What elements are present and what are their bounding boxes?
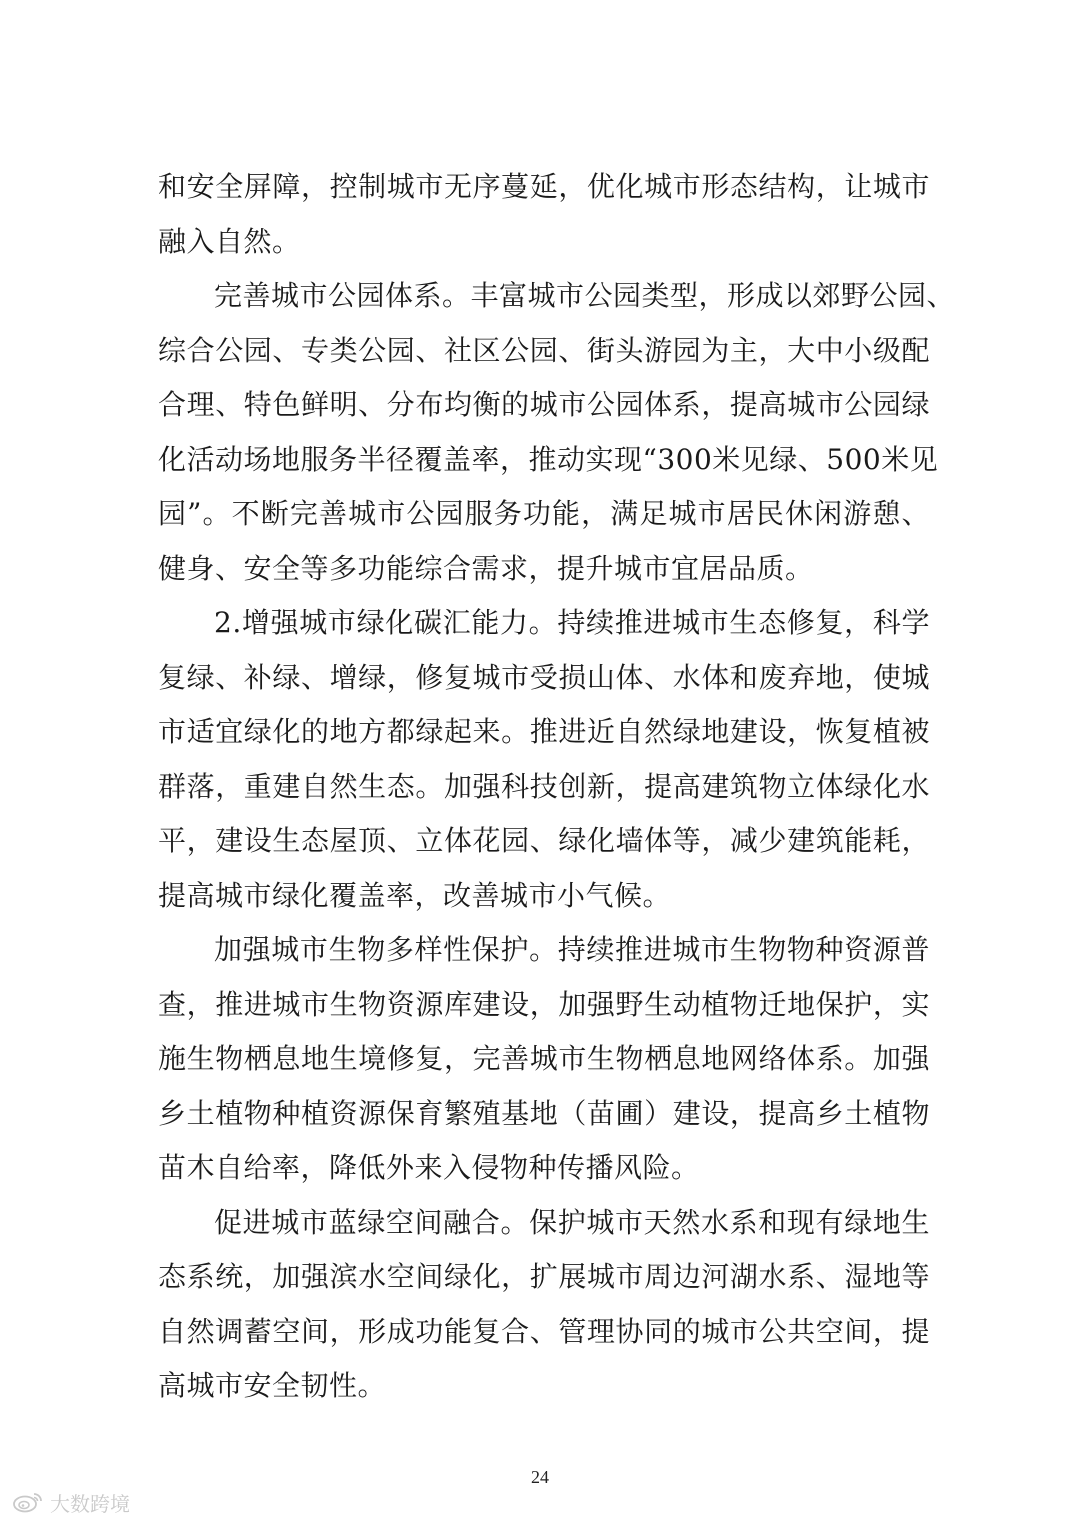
paragraph-line: 合理、特色鲜明、分布均衡的城市公园体系，提高城市公园绿 [158, 388, 930, 421]
paragraph [158, 923, 930, 1196]
page-number: 24 [531, 1467, 549, 1487]
paragraph-line: 自然调蓄空间，形成功能复合、管理协同的城市公共空间，提 [158, 1314, 930, 1348]
paragraph-line: 促进城市蓝绿空间融合。保护城市天然水系和现有绿地生 [214, 1205, 930, 1239]
weibo-logo-icon [12, 1491, 44, 1513]
paragraph-line: 态系统，加强滨水空间绿化，扩展城市周边河湖水系、湿地等 [158, 1260, 930, 1293]
paragraph-line: 化活动场地服务半径覆盖率，推动实现“300米见绿、500米见 [158, 442, 939, 476]
watermark [12, 1488, 130, 1516]
paragraph-line: 群落，重建自然生态。加强科技创新，提高建筑物立体绿化水 [158, 769, 930, 803]
paragraph-line: 施生物栖息地生境修复，完善城市生物栖息地网络体系。加强 [158, 1042, 930, 1075]
paragraph-line: 高城市安全韧性。 [158, 1369, 387, 1402]
paragraph [158, 160, 930, 269]
paragraph-line: 查，推进城市生物资源库建设，加强野生动植物迁地保护，实 [158, 987, 930, 1021]
paragraph-line: 综合公园、专类公园、社区公园、街头游园为主，大中小级配 [158, 333, 930, 367]
paragraph [158, 596, 930, 923]
paragraph-line: 2.增强城市绿化碳汇能力。持续推进城市生态修复，科学 [214, 606, 930, 639]
paragraph-line: 完善城市公园体系。丰富城市公园类型，形成以郊野公园、 [214, 279, 956, 312]
paragraph-line: 平，建设生态屋顶、立体花园、绿化墙体等，减少建筑能耗， [158, 824, 930, 857]
paragraph-line: 苗木自给率，降低外来入侵物种传播风险。 [158, 1151, 700, 1184]
paragraph [158, 269, 956, 596]
paragraph-line: 融入自然。 [158, 224, 301, 258]
paragraph-line: 市适宜绿化的地方都绿起来。推进近自然绿地建设，恢复植被 [158, 715, 930, 748]
paragraph-line: 复绿、补绿、增绿，修复城市受损山体、水体和废弃地，使城 [158, 660, 930, 694]
paragraph-line: 乡土植物种植资源保育繁殖基地（苗圃）建设，提高乡土植物 [158, 1096, 930, 1130]
paragraph-line: 健身、安全等多功能综合需求，提升城市宜居品质。 [158, 551, 814, 585]
paragraph-line: 提高城市绿化覆盖率，改善城市小气候。 [158, 878, 672, 912]
document-body [158, 160, 956, 1414]
watermark-text: 大数跨境 [50, 1491, 130, 1516]
paragraph-line: 和安全屏障，控制城市无序蔓延，优化城市形态结构，让城市 [158, 170, 930, 203]
paragraph-line: 园”。不断完善城市公园服务功能，满足城市居民休闲游憩、 [158, 497, 930, 530]
paragraph [158, 1196, 930, 1414]
paragraph-line: 加强城市生物多样性保护。持续推进城市生物物种资源普 [214, 933, 930, 966]
